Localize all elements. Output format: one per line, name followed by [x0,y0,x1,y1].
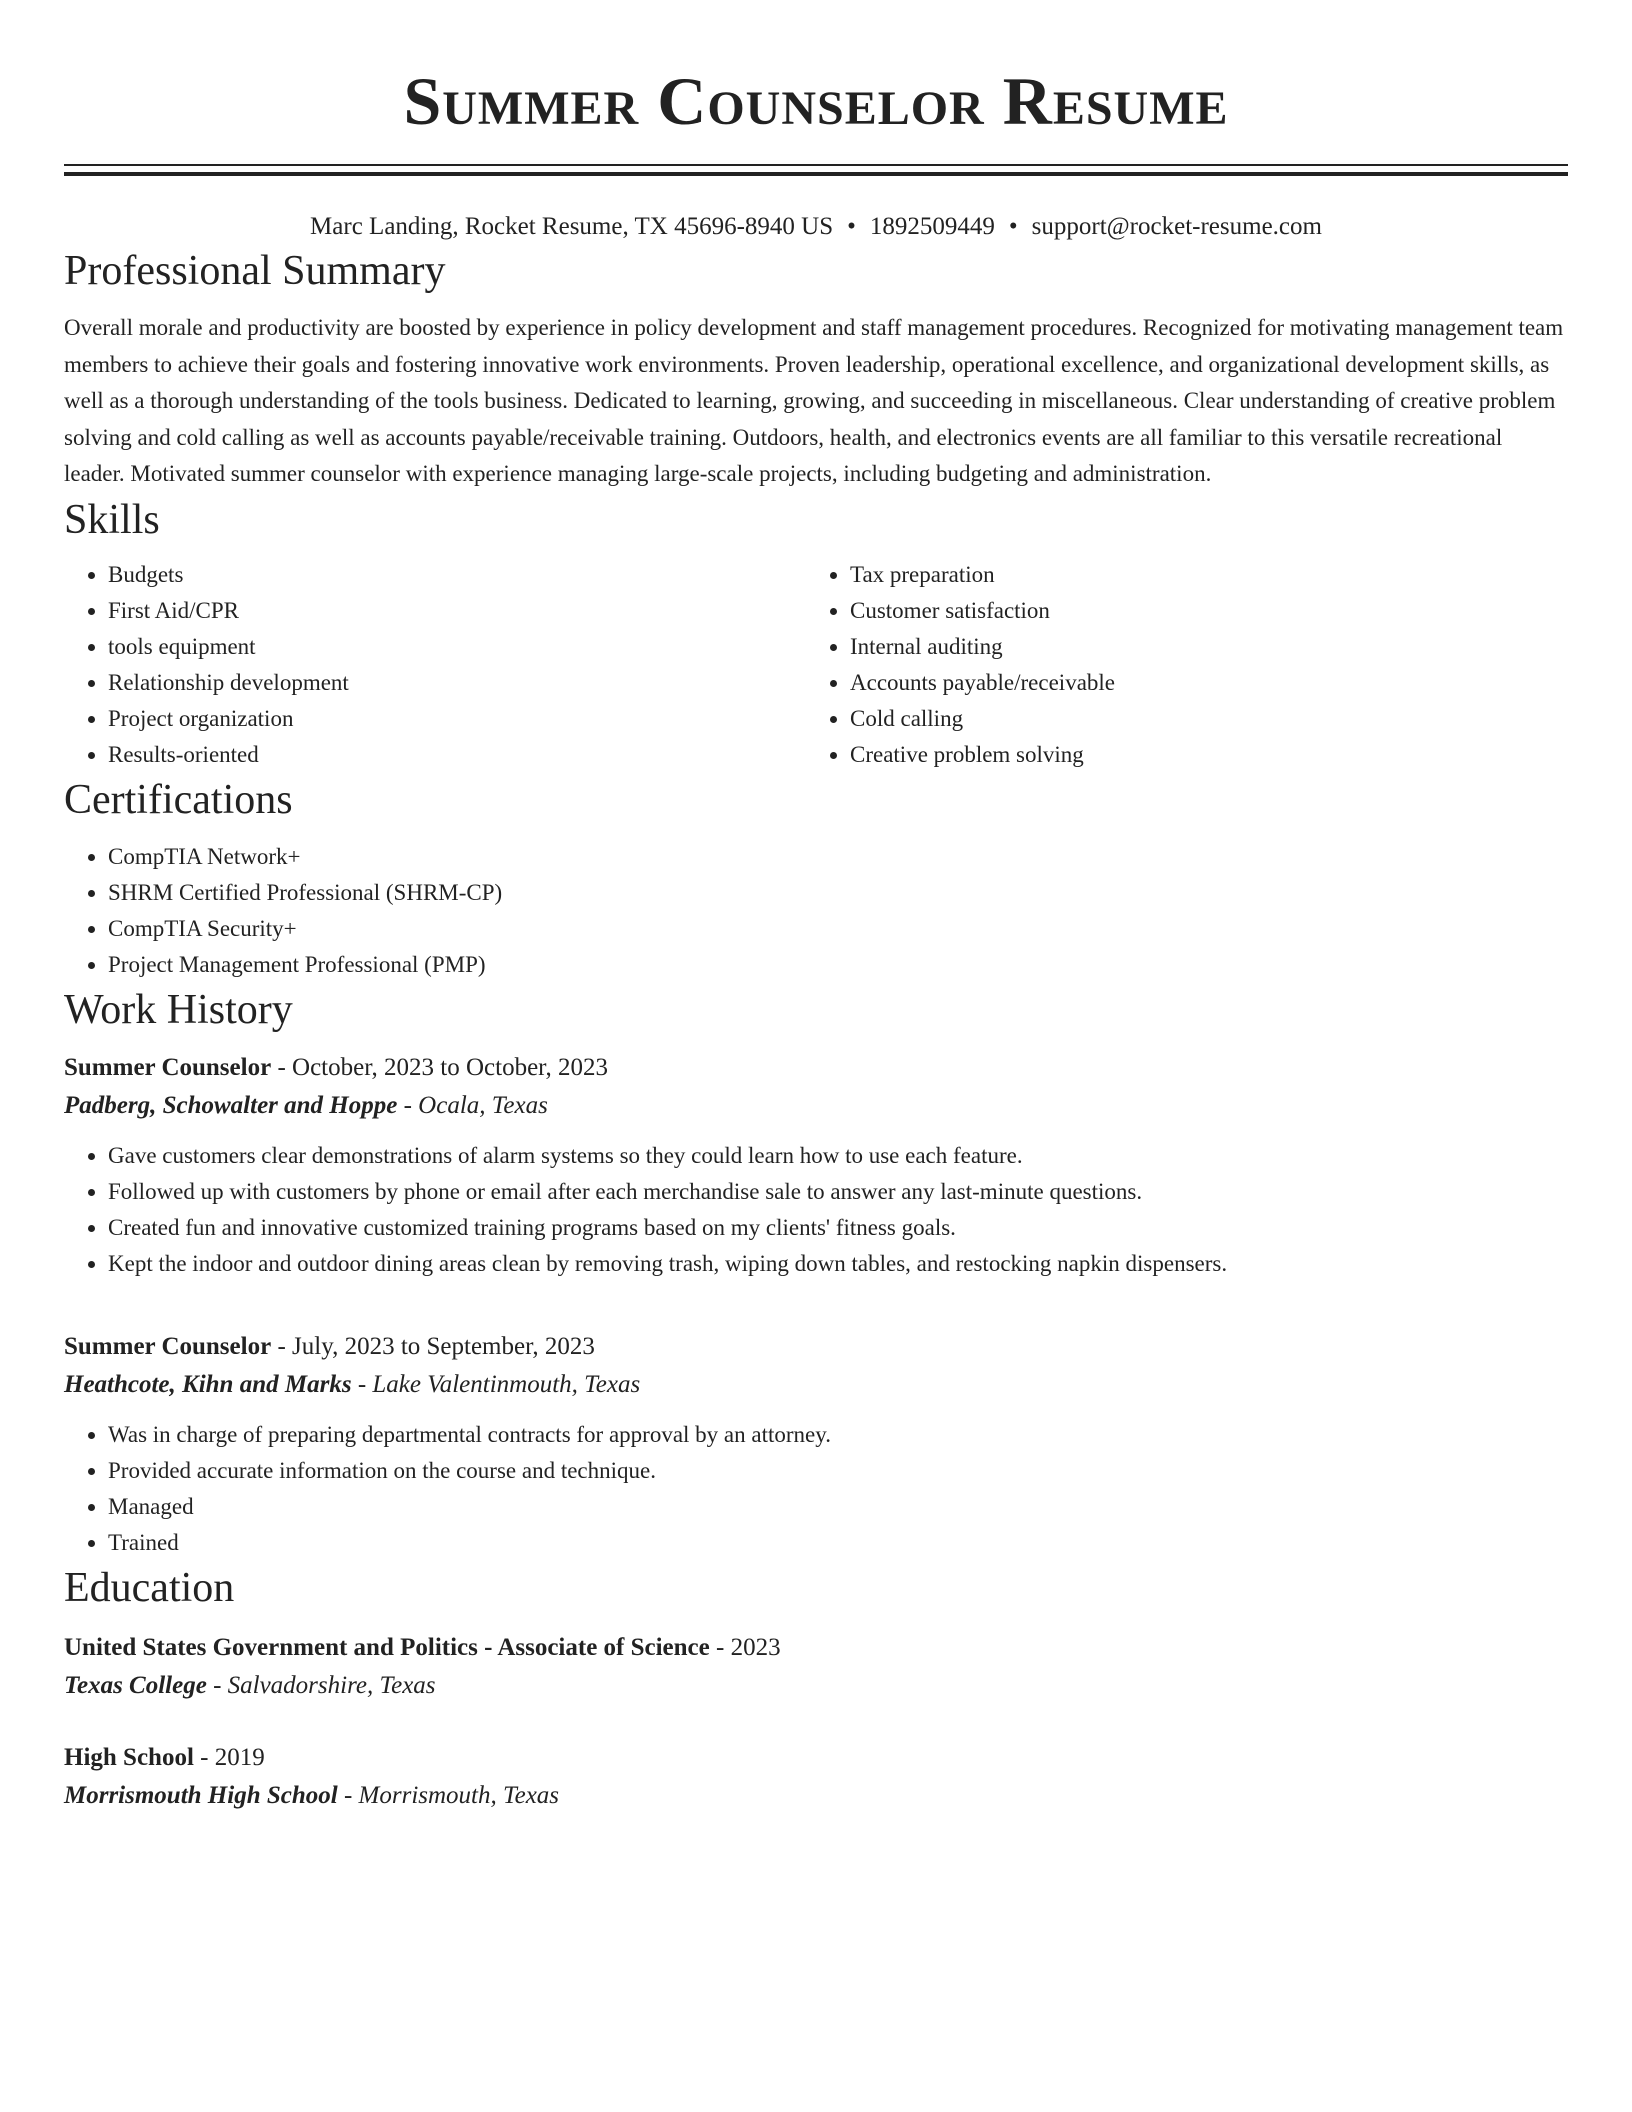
job-bullet: • Followed up with customers by phone or email after each merchandise sale to answer any last-minute questions. [108,1174,1568,1210]
school-line [64,1667,1568,1705]
certification-item: • CompTIA Network+ [108,839,1568,875]
job-entry [64,1328,1568,1561]
skills-grid [64,557,1568,773]
skill-item: • Budgets [108,557,806,593]
job-dates: July, 2023 to September, 2023 [292,1332,595,1360]
job-bullet: • Trained [108,1525,1568,1561]
education-entry [64,1739,1568,1815]
school-name: Morrismouth High School [64,1781,338,1809]
skill-item: • Project organization [108,701,806,737]
skill-item: • Accounts payable/receivable [850,665,1548,701]
job-bullet: • Kept the indoor and outdoor dining areas clean by removing trash, wiping down tables, and restocking napkin dispensers. [108,1246,1568,1282]
skill-item: • Creative problem solving [850,737,1548,773]
skill-item: • tools equipment [108,629,806,665]
certifications-heading: Certifications [64,776,293,823]
graduation-year: 2019 [214,1743,265,1771]
skill-item: • Relationship development [108,665,806,701]
education-heading: Education [64,1564,235,1611]
dash: - [357,1370,367,1398]
resume-title: Summer Counselor Resume [403,63,1229,139]
job-bullet: • Gave customers clear demonstrations of alarm systems so they could learn how to use each feature. [108,1138,1568,1174]
degree-line [64,1629,1568,1667]
employer-line [64,1087,1568,1125]
dash: - [716,1633,725,1661]
skills-heading: Skills [64,496,160,543]
skill-item: • Customer satisfaction [850,593,1548,629]
job-title: Summer Counselor [64,1332,272,1360]
contact-phone: 1892509449 [869,213,995,240]
job-location: Ocala, Texas [418,1091,548,1119]
graduation-year: 2023 [730,1633,781,1661]
dash: - [277,1332,286,1360]
contact-separator: • [847,213,856,240]
education-entry [64,1629,1568,1705]
job-entry [64,1049,1568,1282]
job-dates: October, 2023 to October, 2023 [292,1053,608,1081]
job-bullet: • Managed [108,1489,1568,1525]
job-location: Lake Valentinmouth, Texas [372,1370,641,1398]
job-title-line [64,1328,1568,1366]
skill-item: • Cold calling [850,701,1548,737]
contact-address: Marc Landing, Rocket Resume, TX 45696-8940 US [310,213,834,240]
skills-column-right [806,557,1548,773]
certifications-list [64,839,1568,983]
job-bullets [64,1138,1568,1282]
dash: - [403,1091,412,1119]
job-bullet: • Provided accurate information on the course and technique. [108,1453,1568,1489]
title-divider-top [64,164,1568,166]
school-location: Salvadorshire, Texas [227,1671,436,1699]
dash: - [200,1743,209,1771]
summary-text: Overall morale and productivity are boosted by experience in policy development and staff management procedures. Recognized for motivating management team members to achieve their goals and fostering innovative work environments. Proven leadership, operational excellence, and organizational development skills, as well as a thorough understanding of the tools business. Dedicated to learning, growing, and succeeding in miscellaneous. Clear understanding of creative problem solving and cold calling as well as accounts payable/receivable training. Outdoors, health, and electronics events are all familiar to this versatile recreational leader. Motivated summer counselor with experience managing large-scale projects, including budgeting and administration. [64,315,1564,486]
degree-name: High School [64,1743,194,1771]
dash: - [277,1053,286,1081]
skill-item: • Internal auditing [850,629,1548,665]
certification-item: • Project Management Professional (PMP) [108,947,1568,983]
skill-item: • First Aid/CPR [108,593,806,629]
school-location: Morrismouth, Texas [358,1781,560,1809]
contact-line [64,210,1568,244]
contact-email: support@rocket-resume.com [1031,213,1322,240]
certification-item: • CompTIA Security+ [108,911,1568,947]
employer-line [64,1366,1568,1404]
summary-heading: Professional Summary [64,248,446,294]
job-bullets [64,1417,1568,1561]
skills-list-left [64,557,806,773]
certification-item: • SHRM Certified Professional (SHRM-CP) [108,875,1568,911]
employer-name: Heathcote, Kihn and Marks [64,1370,352,1398]
skill-item: • Tax preparation [850,557,1548,593]
degree-line [64,1739,1568,1777]
skills-list-right [806,557,1548,773]
school-name: Texas College [64,1671,207,1699]
dash: - [343,1781,353,1809]
contact-separator: • [1008,213,1018,240]
dash: - [213,1671,222,1699]
skill-item: • Results-oriented [108,737,806,773]
job-title: Summer Counselor [64,1053,272,1081]
employer-name: Padberg, Schowalter and Hoppe [64,1091,398,1119]
work-history-heading: Work History [64,986,293,1033]
title-divider-bottom [64,172,1568,176]
job-bullet: • Was in charge of preparing departmental contracts for approval by an attorney. [108,1417,1568,1453]
job-title-line [64,1049,1568,1087]
skills-column-left [64,557,806,773]
degree-name: United States Government and Politics - Associate of Science [64,1633,710,1661]
school-line [64,1777,1568,1815]
job-bullet: • Created fun and innovative customized training programs based on my clients' fitness goals. [108,1210,1568,1246]
